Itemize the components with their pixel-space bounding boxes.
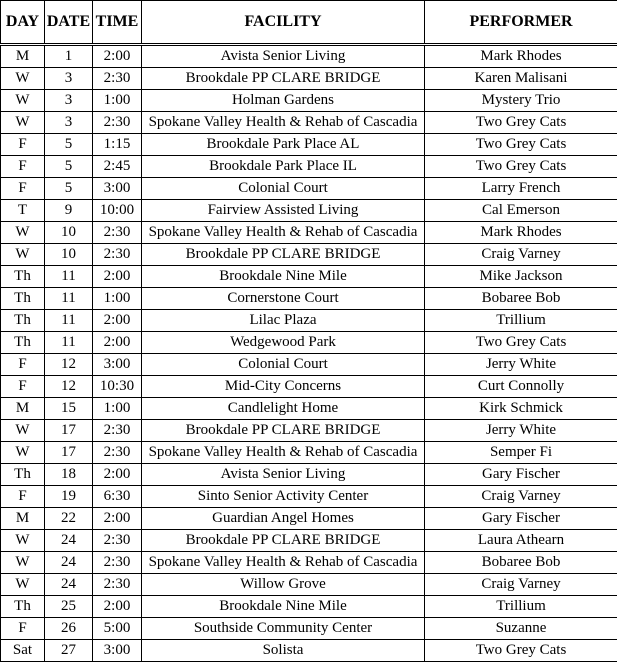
header-performer: PERFORMER xyxy=(425,1,617,45)
cell-date: 1 xyxy=(45,45,93,68)
cell-facility: Sinto Senior Activity Center xyxy=(142,486,425,508)
cell-facility: Brookdale Nine Mile xyxy=(142,596,425,618)
cell-date: 3 xyxy=(45,90,93,112)
cell-time: 2:30 xyxy=(93,244,142,266)
cell-facility: Spokane Valley Health & Rehab of Cascadia xyxy=(142,552,425,574)
cell-day: M xyxy=(1,45,45,68)
table-row xyxy=(1,68,617,90)
header-row xyxy=(1,1,617,45)
cell-day: F xyxy=(1,178,45,200)
cell-facility: Brookdale PP CLARE BRIDGE xyxy=(142,244,425,266)
cell-time: 10:00 xyxy=(93,200,142,222)
table-row xyxy=(1,640,617,662)
cell-facility: Candlelight Home xyxy=(142,398,425,420)
table-body xyxy=(1,45,617,662)
cell-performer: Two Grey Cats xyxy=(425,332,617,354)
cell-facility: Southside Community Center xyxy=(142,618,425,640)
cell-date: 19 xyxy=(45,486,93,508)
cell-day: Sat xyxy=(1,640,45,662)
cell-facility: Brookdale PP CLARE BRIDGE xyxy=(142,420,425,442)
cell-time: 2:00 xyxy=(93,596,142,618)
header-facility: FACILITY xyxy=(142,1,425,45)
cell-date: 25 xyxy=(45,596,93,618)
cell-performer: Trillium xyxy=(425,310,617,332)
cell-day: F xyxy=(1,486,45,508)
cell-date: 5 xyxy=(45,134,93,156)
cell-facility: Spokane Valley Health & Rehab of Cascadia xyxy=(142,442,425,464)
cell-facility: Avista Senior Living xyxy=(142,464,425,486)
cell-day: F xyxy=(1,156,45,178)
cell-day: W xyxy=(1,244,45,266)
header-time: TIME xyxy=(93,1,142,45)
cell-performer: Cal Emerson xyxy=(425,200,617,222)
cell-day: Th xyxy=(1,464,45,486)
cell-time: 2:30 xyxy=(93,222,142,244)
cell-time: 6:30 xyxy=(93,486,142,508)
table-header xyxy=(1,1,617,45)
cell-time: 2:00 xyxy=(93,310,142,332)
cell-performer: Mark Rhodes xyxy=(425,222,617,244)
table-row xyxy=(1,178,617,200)
cell-time: 2:30 xyxy=(93,574,142,596)
table-row xyxy=(1,310,617,332)
cell-time: 2:30 xyxy=(93,68,142,90)
table-row xyxy=(1,398,617,420)
cell-performer: Suzanne xyxy=(425,618,617,640)
cell-time: 2:30 xyxy=(93,552,142,574)
cell-date: 5 xyxy=(45,156,93,178)
cell-time: 3:00 xyxy=(93,178,142,200)
cell-performer: Mark Rhodes xyxy=(425,45,617,68)
cell-day: W xyxy=(1,552,45,574)
cell-facility: Colonial Court xyxy=(142,354,425,376)
cell-performer: Trillium xyxy=(425,596,617,618)
cell-performer: Bobaree Bob xyxy=(425,552,617,574)
cell-time: 2:30 xyxy=(93,112,142,134)
cell-performer: Craig Varney xyxy=(425,244,617,266)
table-row xyxy=(1,552,617,574)
cell-performer: Two Grey Cats xyxy=(425,156,617,178)
cell-time: 5:00 xyxy=(93,618,142,640)
cell-time: 2:00 xyxy=(93,508,142,530)
cell-date: 11 xyxy=(45,288,93,310)
cell-date: 5 xyxy=(45,178,93,200)
cell-facility: Colonial Court xyxy=(142,178,425,200)
cell-performer: Craig Varney xyxy=(425,574,617,596)
cell-date: 15 xyxy=(45,398,93,420)
cell-time: 3:00 xyxy=(93,640,142,662)
cell-day: W xyxy=(1,442,45,464)
cell-date: 24 xyxy=(45,552,93,574)
cell-day: F xyxy=(1,354,45,376)
cell-day: M xyxy=(1,508,45,530)
header-date: DATE xyxy=(45,1,93,45)
cell-performer: Gary Fischer xyxy=(425,508,617,530)
table-row xyxy=(1,354,617,376)
cell-performer: Mike Jackson xyxy=(425,266,617,288)
cell-day: F xyxy=(1,618,45,640)
cell-date: 10 xyxy=(45,244,93,266)
cell-day: W xyxy=(1,574,45,596)
table-row xyxy=(1,530,617,552)
cell-date: 9 xyxy=(45,200,93,222)
cell-time: 3:00 xyxy=(93,354,142,376)
cell-date: 3 xyxy=(45,68,93,90)
cell-time: 1:00 xyxy=(93,398,142,420)
cell-facility: Willow Grove xyxy=(142,574,425,596)
table-row xyxy=(1,332,617,354)
table-row xyxy=(1,464,617,486)
table-row xyxy=(1,420,617,442)
cell-performer: Kirk Schmick xyxy=(425,398,617,420)
cell-date: 18 xyxy=(45,464,93,486)
cell-day: T xyxy=(1,200,45,222)
cell-date: 24 xyxy=(45,574,93,596)
cell-facility: Holman Gardens xyxy=(142,90,425,112)
cell-date: 10 xyxy=(45,222,93,244)
cell-date: 22 xyxy=(45,508,93,530)
table-row xyxy=(1,222,617,244)
cell-date: 24 xyxy=(45,530,93,552)
cell-facility: Spokane Valley Health & Rehab of Cascadia xyxy=(142,222,425,244)
cell-day: Th xyxy=(1,266,45,288)
cell-date: 17 xyxy=(45,420,93,442)
cell-performer: Two Grey Cats xyxy=(425,112,617,134)
cell-date: 11 xyxy=(45,332,93,354)
table-row xyxy=(1,200,617,222)
cell-facility: Cornerstone Court xyxy=(142,288,425,310)
cell-facility: Brookdale PP CLARE BRIDGE xyxy=(142,68,425,90)
table-row xyxy=(1,266,617,288)
cell-facility: Spokane Valley Health & Rehab of Cascadia xyxy=(142,112,425,134)
cell-performer: Curt Connolly xyxy=(425,376,617,398)
cell-performer: Gary Fischer xyxy=(425,464,617,486)
cell-day: W xyxy=(1,112,45,134)
cell-performer: Jerry White xyxy=(425,420,617,442)
cell-facility: Avista Senior Living xyxy=(142,45,425,68)
cell-date: 3 xyxy=(45,112,93,134)
cell-day: W xyxy=(1,420,45,442)
cell-time: 1:00 xyxy=(93,288,142,310)
cell-time: 2:30 xyxy=(93,442,142,464)
cell-performer: Semper Fi xyxy=(425,442,617,464)
cell-time: 2:30 xyxy=(93,420,142,442)
cell-facility: Fairview Assisted Living xyxy=(142,200,425,222)
cell-day: Th xyxy=(1,596,45,618)
table-row xyxy=(1,134,617,156)
cell-performer: Jerry White xyxy=(425,354,617,376)
cell-facility: Guardian Angel Homes xyxy=(142,508,425,530)
cell-facility: Brookdale Nine Mile xyxy=(142,266,425,288)
table-row xyxy=(1,486,617,508)
cell-facility: Brookdale Park Place AL xyxy=(142,134,425,156)
cell-facility: Mid-City Concerns xyxy=(142,376,425,398)
cell-performer: Mystery Trio xyxy=(425,90,617,112)
cell-time: 2:00 xyxy=(93,266,142,288)
table-row xyxy=(1,574,617,596)
table-row xyxy=(1,244,617,266)
table-row xyxy=(1,618,617,640)
cell-facility: Brookdale PP CLARE BRIDGE xyxy=(142,530,425,552)
table-row xyxy=(1,596,617,618)
table-row xyxy=(1,90,617,112)
table-row xyxy=(1,442,617,464)
table-row xyxy=(1,45,617,68)
cell-date: 12 xyxy=(45,376,93,398)
cell-time: 2:30 xyxy=(93,530,142,552)
cell-performer: Karen Malisani xyxy=(425,68,617,90)
table-row xyxy=(1,288,617,310)
cell-time: 1:15 xyxy=(93,134,142,156)
cell-day: W xyxy=(1,222,45,244)
cell-performer: Craig Varney xyxy=(425,486,617,508)
cell-day: M xyxy=(1,398,45,420)
cell-day: Th xyxy=(1,310,45,332)
cell-facility: Wedgewood Park xyxy=(142,332,425,354)
cell-time: 2:00 xyxy=(93,45,142,68)
cell-time: 1:00 xyxy=(93,90,142,112)
cell-performer: Larry French xyxy=(425,178,617,200)
header-day: DAY xyxy=(1,1,45,45)
cell-facility: Lilac Plaza xyxy=(142,310,425,332)
cell-day: W xyxy=(1,530,45,552)
cell-facility: Solista xyxy=(142,640,425,662)
cell-day: F xyxy=(1,376,45,398)
table-row xyxy=(1,156,617,178)
cell-time: 2:00 xyxy=(93,332,142,354)
table-row xyxy=(1,508,617,530)
cell-date: 11 xyxy=(45,310,93,332)
cell-facility: Brookdale Park Place IL xyxy=(142,156,425,178)
cell-day: Th xyxy=(1,288,45,310)
cell-performer: Laura Athearn xyxy=(425,530,617,552)
cell-day: Th xyxy=(1,332,45,354)
cell-performer: Two Grey Cats xyxy=(425,134,617,156)
table-row xyxy=(1,112,617,134)
cell-date: 26 xyxy=(45,618,93,640)
cell-day: F xyxy=(1,134,45,156)
cell-date: 11 xyxy=(45,266,93,288)
cell-time: 2:45 xyxy=(93,156,142,178)
table-row xyxy=(1,376,617,398)
cell-date: 27 xyxy=(45,640,93,662)
cell-date: 12 xyxy=(45,354,93,376)
cell-date: 17 xyxy=(45,442,93,464)
cell-day: W xyxy=(1,68,45,90)
cell-performer: Two Grey Cats xyxy=(425,640,617,662)
cell-performer: Bobaree Bob xyxy=(425,288,617,310)
cell-time: 10:30 xyxy=(93,376,142,398)
cell-time: 2:00 xyxy=(93,464,142,486)
cell-day: W xyxy=(1,90,45,112)
